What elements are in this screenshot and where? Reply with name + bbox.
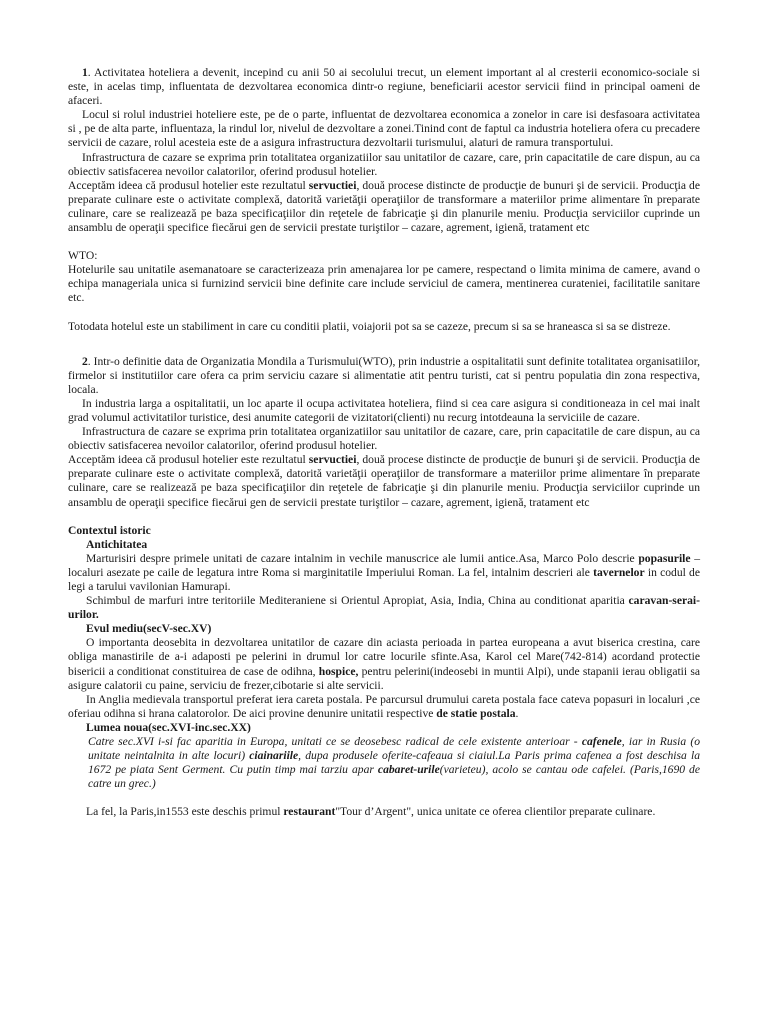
bold-term: restaurant: [283, 805, 336, 819]
totodata-paragraph: Totodata hotelul este un stabiliment in care cu conditii platii, voiajorii pot sa se cazeze, precum si sa se hraneasca si sa se distreze.: [68, 319, 671, 333]
new-world-paragraph-1: Catre sec.XVI i-si fac aparitia in Europa, unitati ce se deosebesc radical de cele existente anterioar - cafenele, iar in Rusia (o unitate neintalnita in alte locuri) ciainariile, dupa produsele oferite-cafeaua si ciaiul.La Paris prima cafenea a fost deschisa la 1672 pe piata Sent Germent. Cu putin timp mai tarziu apar cabaret-urile(varieteu), acolo se cantau ode cafelei. (Paris,1690 de catre un grec.): [88, 735, 701, 791]
bold-term: cabaret-urile: [377, 763, 440, 777]
subsection-title-new-world: Lumea noua(sec.XVI-inc.sec.XX): [86, 720, 251, 734]
section-number-1: 1: [82, 66, 88, 79]
bold-term: caravan-serai-urilor.: [68, 594, 700, 622]
paragraph-8: Acceptăm ideea că produsul hotelier este rezultatul servuctiei, două procese distincte de producţie de bunuri şi de servicii. Producţia de preparate culinare este o activitate complexă, datorită varietăţii operaţiilor de transformare a materiilor prime alimentare în preparate culinare, care se realizează pe baza specificaţiilor din reţetele de fabricaţie şi din planurile meniu. Producţia serviciilor cuprinde un ansamblu de operaţii specifice fiecărui gen de servicii prestate turiştilor – cazare, agrement, igienă, tratament etc: [68, 453, 700, 509]
middle-ages-paragraph-2: In Anglia medievala transportul preferat iera careta postala. Pe parcursul drumului careta postala face cateva popasuri in localuri ,ce oferiau odihna si hrana calatorolor. De aici provine denunire unitatii respective de statie postala.: [68, 692, 700, 720]
bold-term: cafenele: [581, 735, 622, 749]
bold-term: ciainariile: [249, 749, 299, 763]
paragraph-6: In industria larga a ospitalitatii, un loc aparte il ocupa activitatea hoteliera, fiind si cea care asigura si conditioneaza in cel mai inalt grad volumul activitatilor turistice, desi anumite categorii de vizitatori(clienti) nu recurg intotdeauna la serviciile de cazare.: [68, 396, 700, 424]
subsection-title-antiquity: Antichitatea: [86, 537, 148, 551]
paragraph-1: [68, 66, 700, 108]
document-page: [68, 66, 700, 820]
paragraph-4: Acceptăm ideea că produsul hotelier este rezultatul servuctiei, două procese distincte de producţie de bunuri şi de servicii. Producţia de preparate culinare este o activitate complexă, datorită varietăţii operaţiilor de transformare a materiilor prime alimentare în preparate culinare, care se realizează pe baza specificaţiilor din reţetele de fabricaţie şi din planurile meniu. Producţia serviciilor cuprinde un ansamblu de operaţii specifice fiecărui gen de servicii prestate turiştilor – cazare, agrement, igienă, tratament etc: [68, 178, 700, 235]
paragraph-2: Locul si rolul industriei hoteliere este, pe de o parte, influentat de dezvoltarea economica a zonelor in care isi desfasoara activitatea si , pe de alta parte, influentaza, la rindul lor, nivelul de dezvoltare a zonei.Tinind cont de faptul ca industria hoteliera ofera cu precadere servicii de cazare, rolul acesteia este de a asigura infrastructura dezvoltarii turismului, alaturi de ramura transportului.: [68, 108, 700, 150]
paragraph-5-text: . Intr-o definitie data de Organizatia Mondila a Turismului(WTO), prin industrie a ospitalitatii sunt definite totalitatea organisatiilor, firmelor si institutiilor care ofera ca prim serviciu cazare si alimentatie atit pentru turisti, cat si pentru populatia din zona respectiva, locala.: [68, 354, 700, 396]
bold-term: servuctiei: [308, 178, 357, 192]
bold-term: hospice,: [318, 664, 359, 678]
wto-definition: Hotelurile sau unitatile asemanatoare se caracterizeaza prin amenajarea lor pe camere, respectand o limita minima de camere, avand o echipa manageriala unica si furnizind servicii bine definite care include serviciul de camera, mentinerea curateniei, facilitatile sanitare etc.: [68, 263, 700, 305]
paragraph-1-text: . Activitatea hoteliera a devenit, incepind cu anii 50 ai secolului trecut, un element important al al cresterii economico-sociale si este, in acelas timp, influentata de dezvoltarea economica dintr-o regiune, beneficiarii acestor servicii fiind in principal oameni de afaceri.: [68, 66, 700, 108]
bold-term: popasurile: [638, 551, 691, 565]
paragraph-3: Infrastructura de cazare se exprima prin totalitatea organizatiilor sau unitatilor de cazare, care, prin capacitatile de care dispun, au ca obiectiv satisfacerea nevoilor calatorilor, oferind produsul hotelier.: [68, 150, 700, 178]
middle-ages-paragraph-1: O importanta deosebita in dezvoltarea unitatilor de cazare din aciasta perioada in partea europeana a avut biserica crestina, care obliga manastirile de a-i adaposti pe pelerini in drumul lor catre locurile sfinte.Asa, Karol cel Mare(742-814) acordand protectie bisericii a conditionat constituirea de case de odihna, hospice, pentru pelerini(indeosebi in muntii Alpi), unde stapanii ierau obligatii sa asigure calatorii cu paine, serviciu de frezer,cibotarie si alte servicii.: [68, 636, 700, 692]
new-world-paragraph-2: La fel, la Paris,in1553 este deschis primul restaurant"Tour d’Argent", unica unitate ce oferea clientilor preparate culinare.: [86, 805, 656, 819]
spacer: [68, 235, 700, 249]
section-title-context: Contextul istoric: [68, 523, 151, 537]
spacer: [68, 510, 700, 524]
spacer: [68, 334, 700, 355]
bold-term: servuctiei: [308, 453, 357, 467]
paragraph-7: Infrastructura de cazare se exprima prin totalitatea organizatiilor sau unitatilor de cazare, care, prin capacitatile de care dispun, au ca obiectiv satisfacerea nevoilor calatorilor, oferind produsul hotelier.: [68, 425, 700, 453]
spacer: [68, 306, 700, 320]
spacer: [68, 791, 700, 805]
bold-term: tavernelor: [593, 565, 645, 579]
section-number-2: 2: [82, 354, 88, 368]
paragraph-5: [68, 355, 700, 397]
bold-term: de statie postala: [436, 706, 516, 720]
antiquity-paragraph-2: Schimbul de marfuri intre teritoriile Mediteraniene si Orientul Apropiat, Asia, India, China au conditionat aparitia caravan-serai-urilor.: [68, 594, 700, 622]
wto-label: WTO:: [68, 249, 98, 263]
antiquity-paragraph-1: Marturisiri despre primele unitati de cazare intalnim in vechile manuscrice ale lumii antice.Asa, Marco Polo descrie popasurile – localuri asezate pe caile de legatura intre Roma si marginitatile Imperiului Roman. La fel, intalnim descrieri ale tavernelor in codul de legi a tarului vavilonian Hamurapi.: [68, 551, 700, 593]
subsection-title-middle-ages: Evul mediu(secV-sec.XV): [86, 622, 212, 636]
